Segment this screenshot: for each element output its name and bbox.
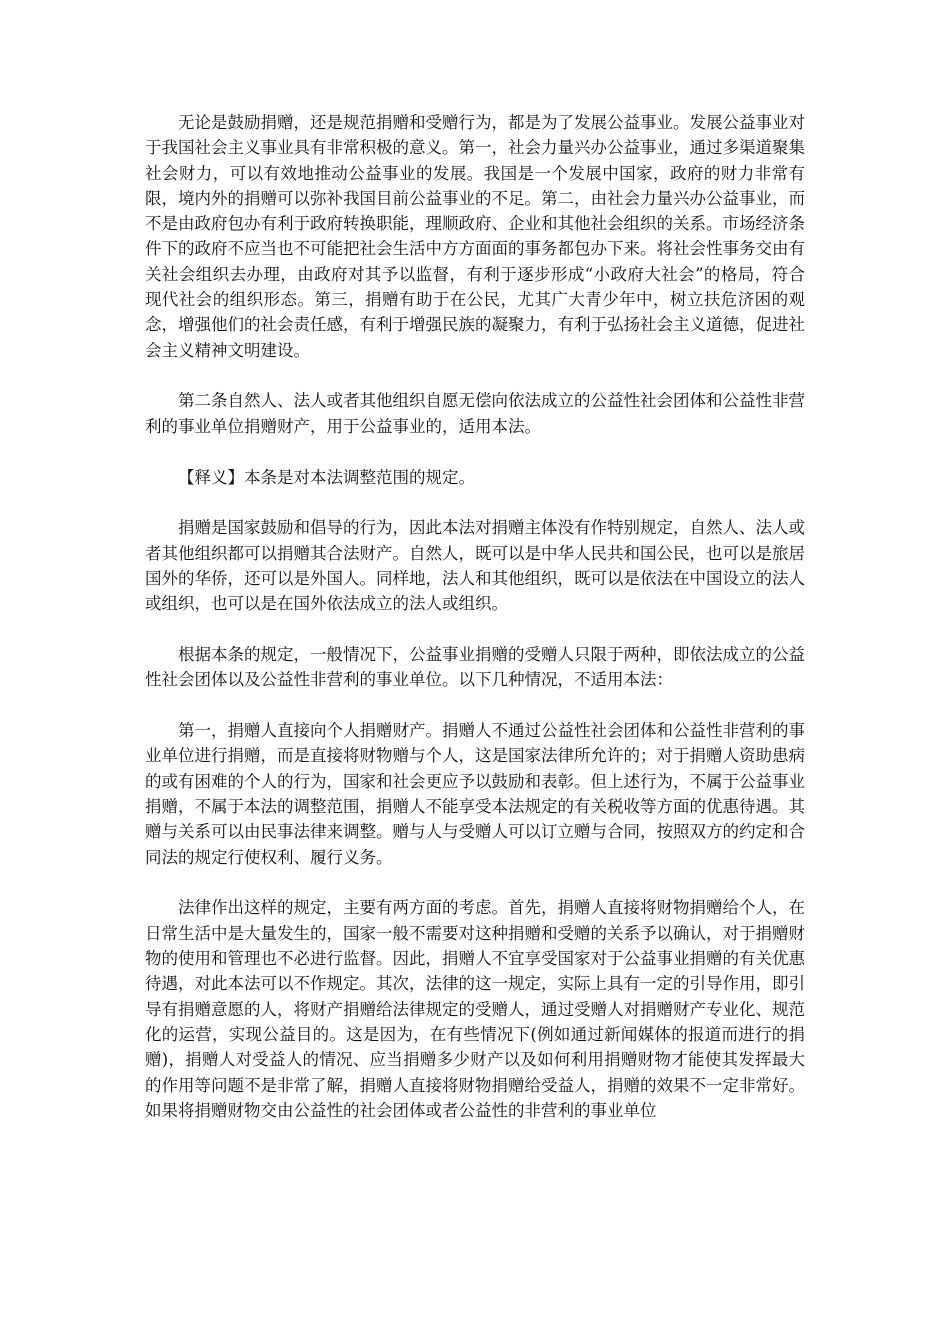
paragraph-legislative-considerations: 法律作出这样的规定，主要有两方面的考虑。首先，捐赠人直接将财物捐赠给个人，在日常生活中是大量发生的，国家一般不需要对这种捐赠和受赠的关系予以确认，对于捐赠财物的使用和管理也不必进行监督。因此，捐赠人不宜享受国家对于公益事业捐赠的有关优惠待遇，对此本法可以不作规定。其次，法律的这一规定，实际上具有一定的引导作用，即引导有捐赠意愿的人，将财产捐赠给法律规定的受赠人，通过受赠人对捐赠财产专业化、规范化的运营，实现公益目的。这是因为，在有些情况下(例如通过新闻媒体的报道而进行的捐赠)，捐赠人对受益人的情况、应当捐赠多少财产以及如何利用捐赠财物才能使其发挥最大的作用等问题不是非常了解，捐赠人直接将财物捐赠给受益人，捐赠的效果不一定非常好。如果将捐赠财物交由公益性的社会团体或者公益性的非营利的事业单位 bbox=[145, 898, 805, 1120]
paragraph-article-2: 第二条自然人、法人或者其他组织自愿无偿向依法成立的公益性社会团体和公益性非营利的事业单位捐赠财产，用于公益事业的，适用本法。 bbox=[145, 391, 805, 436]
paragraph-donor-subjects: 捐赠是国家鼓励和倡导的行为，因此本法对捐赠主体没有作特别规定，自然人、法人或者其他组织都可以捐赠其合法财产。自然人，既可以是中华人民共和国公民，也可以是旅居国外的华侨，还可以是外国人。同样地，法人和其他组织，既可以是依法在中国设立的法人或组织，也可以是在国外依法成立的法人或组织。 bbox=[145, 518, 805, 614]
paragraph-interpretation-heading: 【释义】本条是对本法调整范围的规定。 bbox=[178, 467, 475, 487]
document-body bbox=[145, 110, 805, 1149]
paragraph-public-welfare-significance: 无论是鼓励捐赠，还是规范捐赠和受赠行为，都是为了发展公益事业。发展公益事业对于我国社会主义事业具有非常积极的意义。第一，社会力量兴办公益事业，通过多渠道聚集社会财力，可以有效地推动公益事业的发展。我国是一个发展中国家，政府的财力非常有限，境内外的捐赠可以弥补我国目前公益事业的不足。第二，由社会力量兴办公益事业，而不是由政府包办有利于政府转换职能，理顺政府、企业和其他社会组织的关系。市场经济条件下的政府不应当也不可能把社会生活中方方面面的事务都包办下来。将社会性事务交由有关社会组织去办理，由政府对其予以监督，有利于逐步形成“小政府大社会”的格局，符合现代社会的组织形态。第三，捐赠有助于在公民，尤其广大青少年中，树立扶危济困的观念，增强他们的社会责任感，有利于增强民族的凝聚力，有利于弘扬社会主义道德，促进社会主义精神文明建设。 bbox=[145, 113, 805, 360]
paragraph-direct-individual-donation: 第一，捐赠人直接向个人捐赠财产。捐赠人不通过公益性社会团体和公益性非营利的事业单位进行捐赠，而是直接将财物赠与个人，这是国家法律所允许的；对于捐赠人资助患病的或有困难的个人的行为，国家和社会更应予以鼓励和表彰。但上述行为，不属于公益事业捐赠，不属于本法的调整范围，捐赠人不能享受本法规定的有关税收等方面的优惠待遇。其赠与关系可以由民事法律来调整。赠与人与受赠人可以订立赠与合同，按照双方的约定和合同法的规定行使权利、履行义务。 bbox=[145, 721, 805, 867]
paragraph-donee-scope: 根据本条的规定，一般情况下，公益事业捐赠的受赠人只限于两种，即依法成立的公益性社会团体以及公益性非营利的事业单位。以下几种情况，不适用本法： bbox=[145, 645, 805, 690]
